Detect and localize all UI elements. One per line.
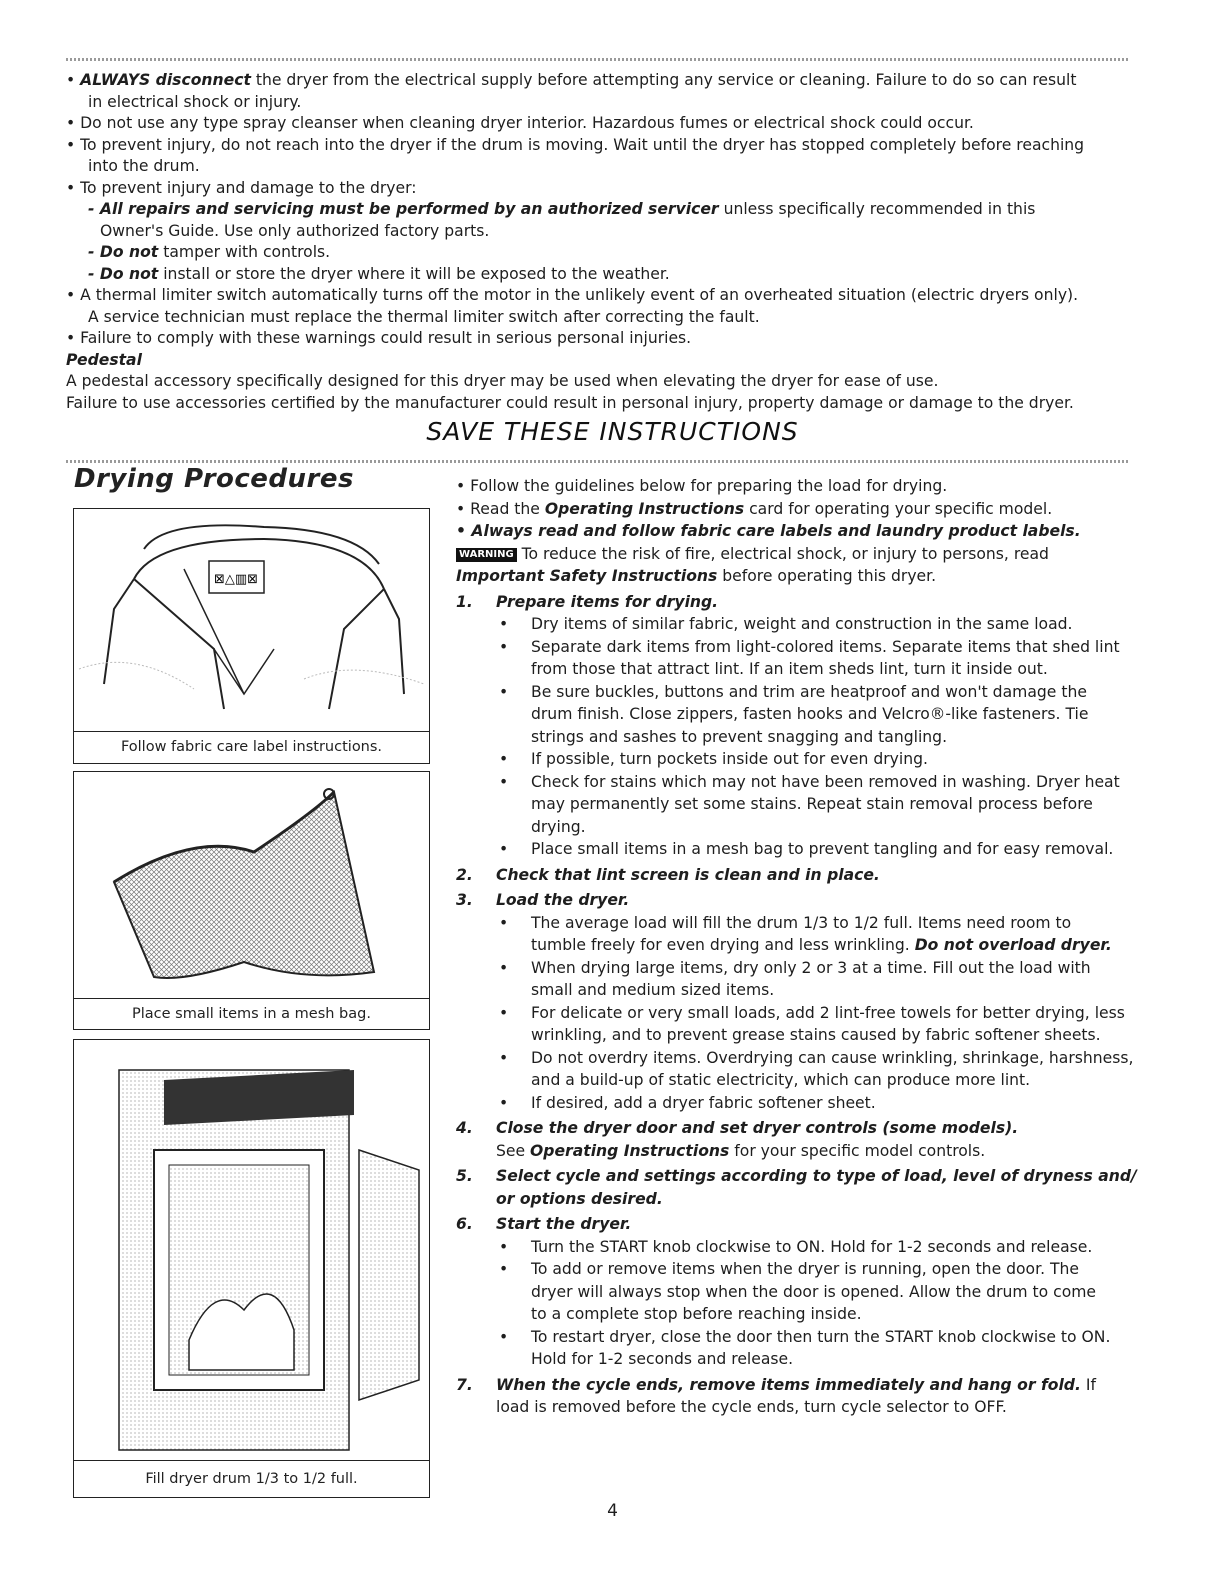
list-item-cont: Hold for 1-2 seconds and release. [531,1350,794,1368]
step-1: 1. Prepare items for drying. [456,592,719,611]
list-item-cont: drum finish. Close zippers, fasten hooks and Velcro®-like fasteners. Tie [531,705,1089,723]
list-item: • Check for stains which may not have been removed in washing. Dryer heat [499,772,1120,791]
safety-line: • Failure to comply with these warnings could result in serious personal injuries. [66,329,692,347]
figure-care-label [73,508,430,764]
warning-badge: WARNING [456,548,517,562]
safety-line: in electrical shock or injury. [88,92,302,111]
section-title: Drying Procedures [74,464,354,494]
list-item-cont: small and medium sized items. [531,981,775,999]
list-item-cont: strings and sashes to prevent snagging and tangling. [531,727,948,746]
list-item: • When drying large items, dry only 2 or 3 at a time. Fill out the load with [499,958,1091,977]
list-item: • For delicate or very small loads, add 2 lint-free towels for better drying, less [499,1003,1125,1022]
step-text: load is removed before the cycle ends, turn cycle selector to OFF. [496,1398,1007,1416]
safety-line: - Do not install or store the dryer where it will be exposed to the weather. [88,264,670,283]
step-4: 4. Close the dryer door and set dryer controls (some models). [456,1119,1019,1137]
figure-dryer-drum [73,1039,430,1498]
safety-line: Owner's Guide. Use only authorized factory parts. [100,221,490,240]
intro-line: • Read the Operating Instructions card for operating your specific model. [456,499,1053,518]
list-item-cont: may permanently set some stains. Repeat stain removal process before [531,795,1093,813]
list-item: • Turn the START knob clockwise to ON. Hold for 1-2 seconds and release. [499,1237,1093,1256]
intro-line: • Always read and follow fabric care labels and laundry product labels. [456,522,1081,540]
list-item-cont: and a build-up of static electricity, which can produce more lint. [531,1071,1031,1089]
safety-line: A service technician must replace the thermal limiter switch after correcting the fault. [88,307,760,326]
step-5: 5. Select cycle and settings according to type of load, level of dryness and/ [456,1167,1137,1185]
safety-line: A pedestal accessory specifically designed for this dryer may be used when elevating the dryer for ease of use. [66,372,939,390]
list-item: • To restart dryer, close the door then turn the START knob clockwise to ON. [499,1327,1111,1346]
step-3: 3. Load the dryer. [456,891,630,909]
list-item-cont: tumble freely for even drying and less wrinkling. Do not overload dryer. [531,936,1112,954]
step-6: 6. Start the dryer. [456,1215,632,1233]
figure-caption: Fill dryer drum 1/3 to 1/2 full. [74,1460,429,1497]
figure-caption: Follow fabric care label instructions. [74,731,429,763]
list-item-cont: to a complete stop before reaching inside. [531,1305,862,1323]
pedestal-heading: Pedestal [66,350,142,369]
dryer-illustration [74,1040,429,1458]
list-item-cont: drying. [531,817,586,836]
safety-line: • To prevent injury and damage to the dryer: [66,178,417,197]
step-text: See Operating Instructions for your specific model controls. [496,1141,986,1160]
section-divider [66,460,1128,463]
intro-line: • Follow the guidelines below for preparing the load for drying. [456,477,948,495]
step-2: 2. Check that lint screen is clean and in place. [456,865,880,884]
list-item: • Place small items in a mesh bag to prevent tangling and for easy removal. [499,840,1114,858]
safety-line: • ALWAYS disconnect the dryer from the electrical supply before attempting any service or cleaning. Failure to do so can result [66,71,1077,89]
safety-line: • To prevent injury, do not reach into the dryer if the drum is moving. Wait until the dryer has stopped completely before reaching [66,135,1085,154]
shirt-collar-illustration [74,509,429,731]
svg-text:⊠△▥⊠: ⊠△▥⊠ [214,572,259,587]
list-item: • If desired, add a dryer fabric softener sheet. [499,1093,876,1112]
figure-caption: Place small items in a mesh bag. [74,998,429,1029]
list-item-cont: dryer will always stop when the door is opened. Allow the drum to come [531,1282,1097,1301]
safety-line: into the drum. [88,157,200,175]
safety-warnings [66,70,1130,414]
list-item: • Be sure buckles, buttons and trim are heatproof and won't damage the [499,682,1087,701]
step-text: or options desired. [496,1189,663,1208]
list-item: • The average load will fill the drum 1/3 to 1/2 full. Items need room to [499,913,1072,932]
safety-line: - All repairs and servicing must be performed by an authorized servicer unless specifically recommended in this [88,200,1036,218]
warning-line: WARNING To reduce the risk of fire, electrical shock, or injury to persons, read [456,543,1131,566]
list-item-cont: from those that attract lint. If an item sheds lint, turn it inside out. [531,660,1048,678]
step-7: 7. When the cycle ends, remove items immediately and hang or fold. If [456,1375,1096,1394]
page-number: 4 [607,1501,618,1521]
safety-line: • A thermal limiter switch automatically turns off the motor in the unlikely event of an overheated situation (electric dryers only). [66,286,1079,304]
safety-line: • Do not use any type spray cleanser when cleaning dryer interior. Hazardous fumes or electrical shock could occur. [66,114,974,132]
save-instructions-heading: SAVE THESE INSTRUCTIONS [426,417,799,446]
list-item: • Do not overdry items. Overdrying can cause wrinkling, shrinkage, harshness, [499,1048,1134,1067]
safety-line: - Do not tamper with controls. [88,243,331,261]
figure-mesh-bag [73,771,430,1030]
mesh-bag-illustration [74,772,429,998]
drying-procedures-list [456,475,1137,1419]
top-divider [66,58,1128,61]
list-item: • Dry items of similar fabric, weight and construction in the same load. [499,615,1073,633]
safety-line: Failure to use accessories certified by the manufacturer could result in personal injury, property damage or damage to the dryer. [66,393,1074,412]
warning-line: Important Safety Instructions before operating this dryer. [456,567,937,585]
list-item: • Separate dark items from light-colored items. Separate items that shed lint [499,637,1120,656]
list-item-cont: wrinkling, and to prevent grease stains caused by fabric softener sheets. [531,1026,1101,1044]
list-item: • To add or remove items when the dryer is running, open the door. The [499,1260,1079,1278]
list-item: • If possible, turn pockets inside out for even drying. [499,750,928,768]
